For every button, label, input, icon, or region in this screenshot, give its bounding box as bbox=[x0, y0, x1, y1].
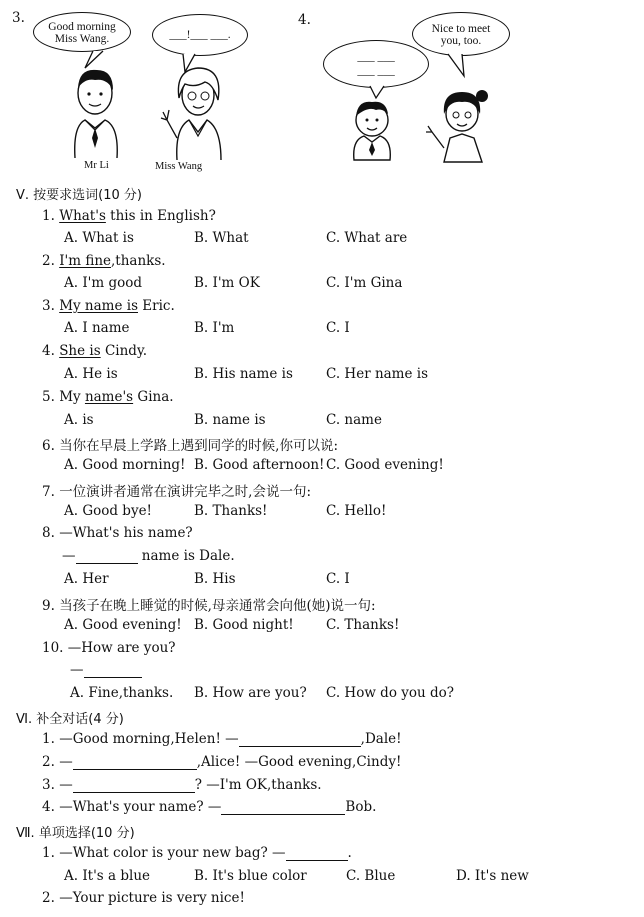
question-number: 10. bbox=[42, 640, 64, 656]
option-a: A. I name bbox=[64, 320, 130, 336]
question-5-4 bbox=[42, 343, 147, 359]
option-c: C. I bbox=[326, 571, 350, 587]
option-c: C. I bbox=[326, 320, 350, 336]
question-5-10 bbox=[42, 640, 176, 656]
option-b: B. I'm bbox=[194, 320, 235, 336]
question-text: Eric. bbox=[138, 298, 175, 314]
question-6-2 bbox=[42, 754, 401, 770]
question-text: ,Alice! —Good evening,Cindy! bbox=[196, 754, 402, 770]
question-6-3 bbox=[42, 777, 322, 793]
option-c: C. name bbox=[326, 412, 382, 428]
answer-blank[interactable] bbox=[76, 550, 138, 564]
question-text: — bbox=[59, 754, 73, 770]
option-b: B. Good night! bbox=[194, 617, 294, 633]
section-5-title: Ⅴ. 按要求选词(10 分) bbox=[16, 188, 142, 203]
question-5-5 bbox=[42, 389, 174, 405]
option-c: C. Hello! bbox=[326, 503, 387, 519]
section-6-title: Ⅵ. 补全对话(4 分) bbox=[16, 712, 124, 727]
option-c: C. What are bbox=[326, 230, 408, 246]
question-text: ,thanks. bbox=[111, 253, 166, 269]
question-5-7 bbox=[42, 480, 311, 500]
speech-bubble-girl bbox=[412, 12, 510, 56]
cartoon-teachers-illustration bbox=[55, 48, 255, 173]
bubble-line: Miss Wang. bbox=[54, 33, 110, 45]
question-text: ,Dale! bbox=[360, 731, 402, 747]
question-text: —How are you? bbox=[67, 640, 176, 656]
question-number: 2. bbox=[42, 754, 55, 770]
answer-blank[interactable] bbox=[239, 733, 361, 747]
question-number: 4. bbox=[42, 343, 55, 359]
figure-label-miss-wang: Miss Wang bbox=[155, 161, 203, 172]
answer-blank[interactable] bbox=[286, 847, 348, 861]
dash: — bbox=[70, 662, 84, 678]
dash: — bbox=[62, 548, 76, 564]
question-number: 5. bbox=[42, 389, 55, 405]
option-a: A. What is bbox=[64, 230, 134, 246]
answer-blank[interactable] bbox=[73, 779, 195, 793]
option-a: A. Good evening! bbox=[64, 617, 182, 633]
question-number: 1. bbox=[42, 845, 55, 861]
question-5-10-line-2 bbox=[70, 662, 142, 678]
question-number: 1. bbox=[42, 208, 55, 224]
option-b: B. How are you? bbox=[194, 685, 307, 701]
underlined-phrase: I'm fine bbox=[59, 253, 112, 269]
question-5-8-line-2 bbox=[62, 548, 235, 564]
question-text: Bob. bbox=[345, 799, 377, 815]
underlined-phrase: She is bbox=[59, 343, 101, 359]
option-c: C. Good evening! bbox=[326, 457, 444, 473]
speech-bubble-mr-li bbox=[33, 12, 131, 52]
question-text: Cindy. bbox=[100, 343, 148, 359]
option-b: B. His bbox=[194, 571, 236, 587]
section-7-title: Ⅶ. 单项选择(10 分) bbox=[16, 826, 135, 841]
question-number: 1. bbox=[42, 731, 55, 747]
option-c: C. Thanks! bbox=[326, 617, 400, 633]
question-5-1 bbox=[42, 208, 216, 224]
option-c: C. How do you do? bbox=[326, 685, 454, 701]
option-c: C. I'm Gina bbox=[326, 275, 403, 291]
question-number: 2. bbox=[42, 890, 55, 906]
question-text: My bbox=[59, 389, 85, 405]
option-a: A. It's a blue bbox=[64, 868, 151, 884]
option-b: B. I'm OK bbox=[194, 275, 260, 291]
option-a: A. Fine,thanks. bbox=[70, 685, 174, 701]
question-number: 6. bbox=[42, 438, 55, 454]
question-7-2 bbox=[42, 890, 245, 906]
answer-blank[interactable] bbox=[73, 756, 197, 770]
option-b: B. Good afternoon! bbox=[194, 457, 325, 473]
option-b: B. Thanks! bbox=[194, 503, 268, 519]
option-a: A. Good bye! bbox=[64, 503, 152, 519]
question-text: 一位演讲者通常在演讲完毕之时,会说一句: bbox=[59, 484, 312, 500]
question-text: . bbox=[347, 845, 352, 861]
question-text: name is Dale. bbox=[141, 548, 235, 564]
question-number: 3. bbox=[42, 298, 55, 314]
bubble-line: ___ ___ bbox=[357, 51, 395, 63]
option-b: B. What bbox=[194, 230, 249, 246]
bubble-line: Good morning bbox=[48, 21, 116, 33]
question-number: 4. bbox=[42, 799, 55, 815]
question-number: 7. bbox=[42, 484, 55, 500]
question-6-1 bbox=[42, 731, 402, 747]
question-text: — bbox=[59, 777, 73, 793]
question-text: this in English? bbox=[105, 208, 216, 224]
answer-blank[interactable] bbox=[84, 664, 142, 678]
question-text: Gina. bbox=[133, 389, 174, 405]
question-7-1 bbox=[42, 845, 352, 861]
bubble-line: you, too. bbox=[440, 35, 482, 47]
option-b: B. It's blue color bbox=[194, 868, 307, 884]
bubble-line: Nice to meet bbox=[431, 23, 491, 35]
question-number: 3. bbox=[42, 777, 55, 793]
option-b: B. name is bbox=[194, 412, 266, 428]
question-5-8 bbox=[42, 525, 193, 541]
question-text: —Good morning,Helen! — bbox=[59, 731, 239, 747]
item-4-number: 4. bbox=[298, 12, 311, 28]
option-b: B. His name is bbox=[194, 366, 293, 382]
underlined-phrase: My name is bbox=[59, 298, 138, 314]
question-text: —What's his name? bbox=[59, 525, 193, 541]
underlined-phrase: name's bbox=[84, 389, 134, 405]
option-a: A. is bbox=[64, 412, 94, 428]
question-5-9 bbox=[42, 594, 376, 614]
question-text: —Your picture is very nice! bbox=[59, 890, 245, 906]
question-text: 当孩子在晚上睡觉的时候,母亲通常会向他(她)说一句: bbox=[59, 598, 376, 614]
option-c: C. Blue bbox=[346, 868, 396, 884]
option-a: A. Good morning! bbox=[64, 457, 186, 473]
question-6-4 bbox=[42, 799, 376, 815]
question-5-3 bbox=[42, 298, 175, 314]
bubble-line: ___ ___ bbox=[357, 65, 395, 77]
question-text: 当你在早晨上学路上遇到同学的时候,你可以说: bbox=[59, 438, 339, 454]
question-5-6 bbox=[42, 434, 338, 454]
answer-blank[interactable] bbox=[221, 801, 345, 815]
option-c: C. Her name is bbox=[326, 366, 429, 382]
question-number: 2. bbox=[42, 253, 55, 269]
question-number: 8. bbox=[42, 525, 55, 541]
question-text: —What's your name? — bbox=[59, 799, 222, 815]
question-text: ? —I'm OK,thanks. bbox=[194, 777, 322, 793]
figure-label-mr-li: Mr Li bbox=[84, 160, 109, 171]
bubble-line: ___!___ ___. bbox=[169, 29, 231, 41]
item-3-number: 3. bbox=[12, 10, 25, 26]
option-d: D. It's new bbox=[456, 868, 529, 884]
option-a: A. I'm good bbox=[64, 275, 143, 291]
option-a: A. He is bbox=[64, 366, 118, 382]
question-5-2 bbox=[42, 253, 166, 269]
question-number: 9. bbox=[42, 598, 55, 614]
option-a: A. Her bbox=[64, 571, 109, 587]
cartoon-children-illustration bbox=[340, 52, 510, 172]
question-text: —What color is your new bag? — bbox=[59, 845, 286, 861]
underlined-phrase: What's bbox=[59, 208, 106, 224]
